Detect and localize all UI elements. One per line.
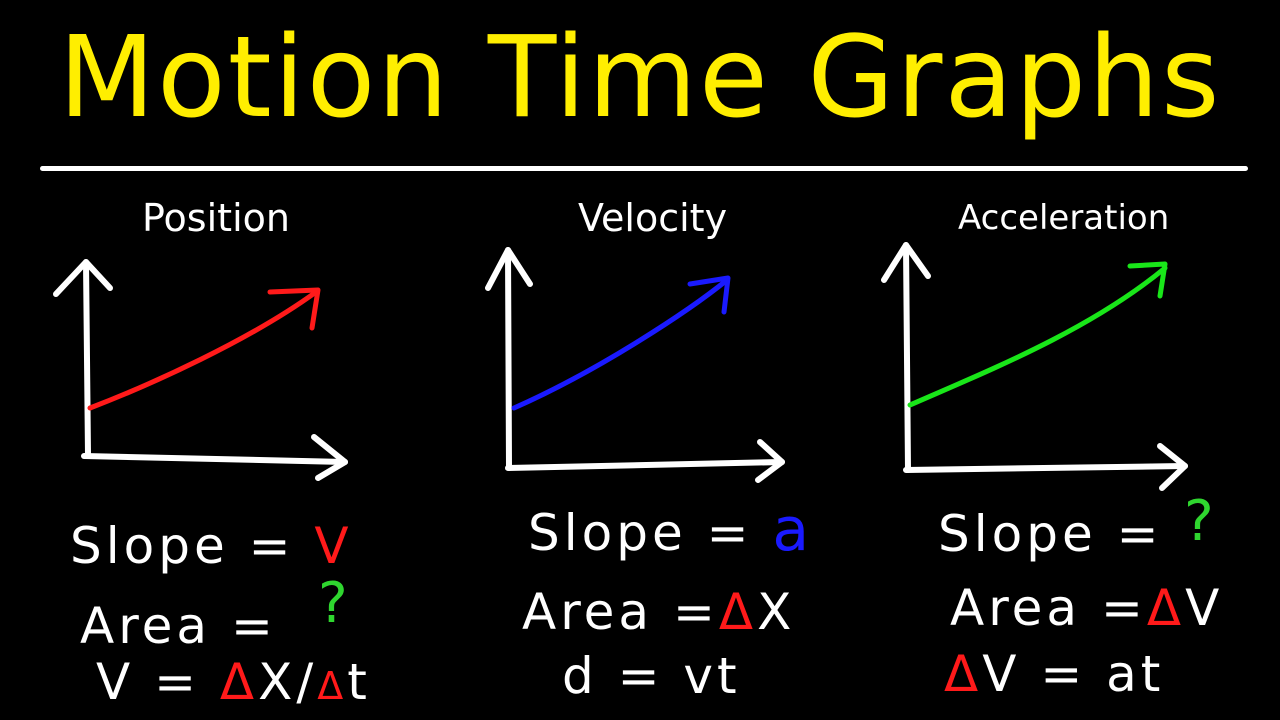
position-axes — [56, 262, 345, 478]
acceleration-area — [950, 580, 1223, 636]
velocity-formula — [562, 648, 741, 704]
acceleration-slope-label: Slope = — [938, 505, 1163, 563]
position-x-arrowhead — [314, 437, 345, 478]
velocity-formula-text: d = vt — [562, 647, 741, 705]
acceleration-slope — [938, 506, 1163, 562]
page-title: Motion Time Graphs — [58, 13, 1222, 143]
delta-symbol: Δ — [718, 583, 758, 641]
acceleration-slope-question: ? — [1184, 489, 1214, 554]
velocity-area — [522, 584, 795, 640]
velocity-axes — [488, 250, 782, 480]
position-formula-den: t — [347, 653, 371, 711]
velocity-x-axis — [508, 462, 782, 468]
position-area-label: Area = — [80, 597, 277, 655]
position-formula-slash: / — [296, 653, 318, 711]
velocity-line — [514, 278, 728, 408]
position-heading: Position — [142, 196, 290, 240]
acceleration-line — [910, 264, 1165, 405]
velocity-slope-value: a — [772, 495, 814, 565]
delta-symbol: Δ — [219, 653, 259, 711]
position-formula-lhs: V = — [96, 653, 200, 711]
acceleration-formula — [944, 646, 1164, 702]
position-area — [80, 598, 277, 654]
acceleration-area-value: V — [1185, 579, 1224, 637]
acceleration-area-label: Area = — [950, 579, 1147, 637]
position-formula — [96, 654, 371, 714]
position-x-axis — [84, 456, 345, 462]
delta-symbol: Δ — [1146, 579, 1186, 637]
position-area-question: ? — [318, 571, 348, 636]
velocity-heading: Velocity — [578, 196, 728, 240]
acceleration-heading: Acceleration — [958, 198, 1170, 238]
delta-symbol: Δ — [944, 645, 983, 703]
delta-symbol: Δ — [317, 664, 348, 708]
acceleration-y-axis — [906, 245, 908, 470]
acceleration-axes — [884, 245, 1185, 488]
position-slope-label: Slope = — [70, 517, 295, 575]
position-slope-value: V — [314, 517, 353, 575]
velocity-slope-label: Slope = — [528, 504, 753, 562]
velocity-y-axis — [508, 250, 509, 468]
acceleration-x-axis — [906, 466, 1185, 470]
position-line — [90, 290, 318, 408]
velocity-slope — [528, 495, 814, 565]
position-y-arrowhead — [56, 262, 110, 294]
position-formula-num: X — [258, 653, 297, 711]
position-y-axis — [86, 262, 88, 455]
velocity-area-value: X — [757, 583, 796, 641]
acceleration-formula-text: V = at — [982, 645, 1165, 703]
velocity-area-label: Area = — [522, 583, 719, 641]
position-slope — [70, 518, 353, 574]
